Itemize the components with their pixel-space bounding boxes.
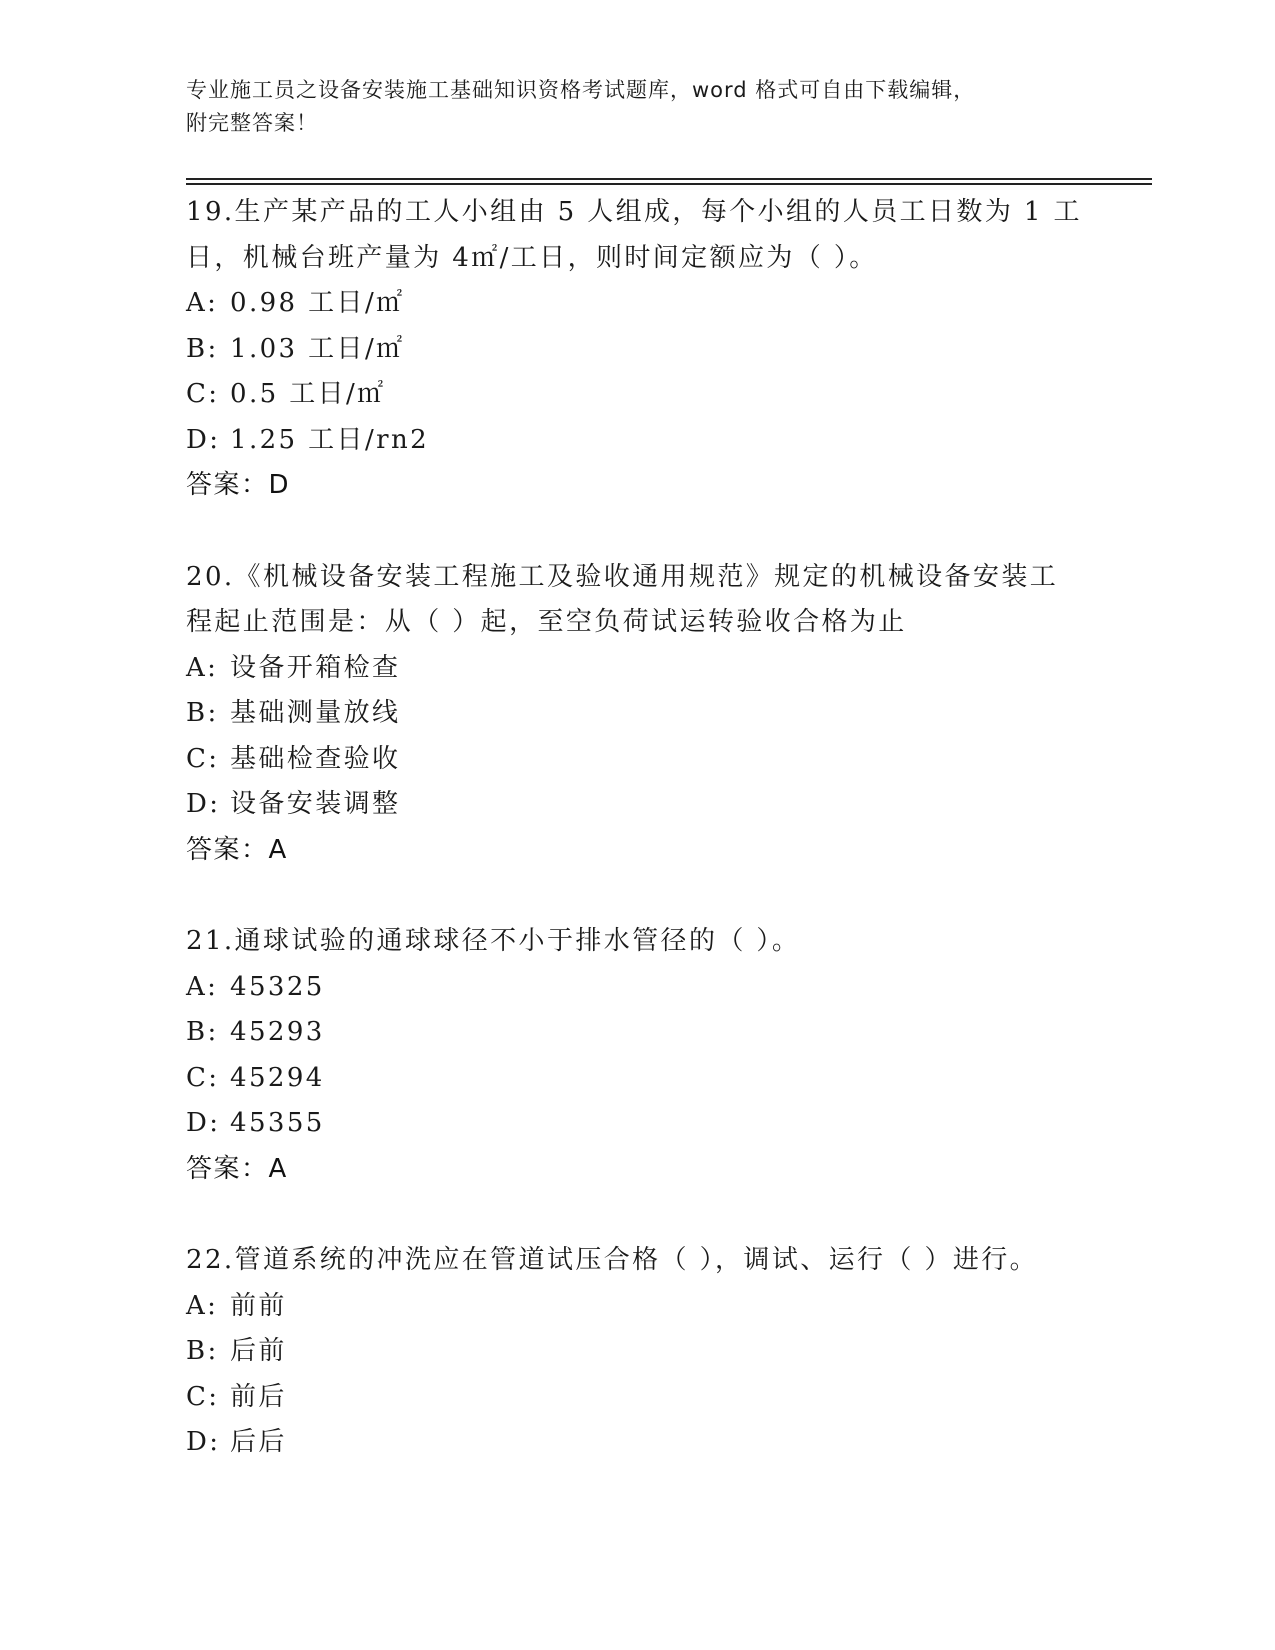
option-text: 基础测量放线 (230, 698, 401, 728)
option-text: 45293 (230, 1017, 325, 1047)
stem-line: 程起止范围是：从（ ）起，至空负荷试运转验收合格为止 (186, 607, 907, 637)
stem-line: 日，机械台班产量为 4㎡/工日，则时间定额应为（ ）。 (186, 242, 878, 273)
option-d (186, 418, 1086, 464)
option-a (186, 1284, 1086, 1330)
option-b (186, 1010, 1086, 1056)
option-key: C: (186, 379, 220, 409)
option-text: 后后 (230, 1427, 287, 1457)
option-text: 45355 (230, 1108, 325, 1138)
question-stem (186, 190, 1086, 281)
option-b (186, 691, 1086, 737)
option-b (186, 327, 1086, 373)
option-key: C: (186, 1381, 220, 1412)
option-d (186, 1101, 1086, 1147)
option-a (186, 965, 1086, 1011)
question-19 (186, 190, 1086, 509)
option-text: 设备开箱检查 (230, 652, 401, 683)
option-key: C: (186, 1062, 220, 1093)
stem-line: 19.生产某产品的工人小组由 5 人组成，每个小组的人员工日数为 1 工 (186, 197, 1082, 227)
option-d (186, 1420, 1086, 1466)
option-d (186, 782, 1086, 828)
option-key: D: (186, 1108, 221, 1138)
option-key: A: (186, 1290, 219, 1321)
answer-line: 答案：D (186, 470, 291, 500)
header-rule-top (186, 178, 1152, 180)
option-text: 设备安装调整 (230, 789, 401, 819)
stem-line: 20.《机械设备安装工程施工及验收通用规范》规定的机械设备安装工 (186, 561, 1059, 592)
option-text: 前后 (230, 1381, 287, 1412)
option-b (186, 1329, 1086, 1375)
option-key: D: (186, 424, 221, 455)
option-a (186, 646, 1086, 692)
option-a (186, 281, 1086, 327)
document-header (186, 74, 1086, 140)
option-key: C: (186, 743, 220, 774)
option-key: A: (186, 652, 219, 683)
option-key: B: (186, 1017, 219, 1047)
question-stem (186, 919, 1086, 965)
question-list (186, 190, 1086, 1512)
option-text: 45325 (230, 971, 325, 1002)
option-key: B: (186, 698, 219, 728)
question-22 (186, 1238, 1086, 1466)
option-key: B: (186, 1336, 219, 1366)
header-rule-bottom (186, 183, 1152, 185)
option-text: 45294 (230, 1062, 325, 1093)
option-text: 1.25 工日/rn2 (230, 424, 430, 455)
option-c (186, 372, 1086, 418)
option-c (186, 1375, 1086, 1421)
header-line-1: 专业施工员之设备安装施工基础知识资格考试题库，word 格式可自由下载编辑， (186, 78, 976, 102)
question-21 (186, 919, 1086, 1192)
option-text: 后前 (230, 1336, 287, 1366)
option-text: 0.5 工日/㎡ (230, 379, 386, 409)
option-text: 0.98 工日/㎡ (230, 288, 405, 318)
option-key: A: (186, 971, 219, 1002)
option-key: A: (186, 288, 219, 318)
question-20 (186, 555, 1086, 874)
option-key: D: (186, 789, 221, 819)
question-stem (186, 555, 1086, 646)
option-key: D: (186, 1427, 221, 1457)
option-c (186, 737, 1086, 783)
answer-line: 答案：A (186, 834, 288, 865)
option-text: 前前 (230, 1290, 287, 1321)
option-key: B: (186, 333, 219, 364)
question-stem (186, 1238, 1086, 1284)
stem-line: 21.通球试验的通球球径不小于排水管径的（ ）。 (186, 926, 801, 956)
option-text: 1.03 工日/㎡ (230, 333, 405, 364)
option-c (186, 1056, 1086, 1102)
stem-line: 22.管道系统的冲洗应在管道试压合格（ ），调试、运行（ ）进行。 (186, 1245, 1039, 1275)
answer-line: 答案：A (186, 1153, 288, 1184)
header-line-2: 附完整答案！ (186, 111, 318, 135)
option-text: 基础检查验收 (230, 743, 401, 774)
